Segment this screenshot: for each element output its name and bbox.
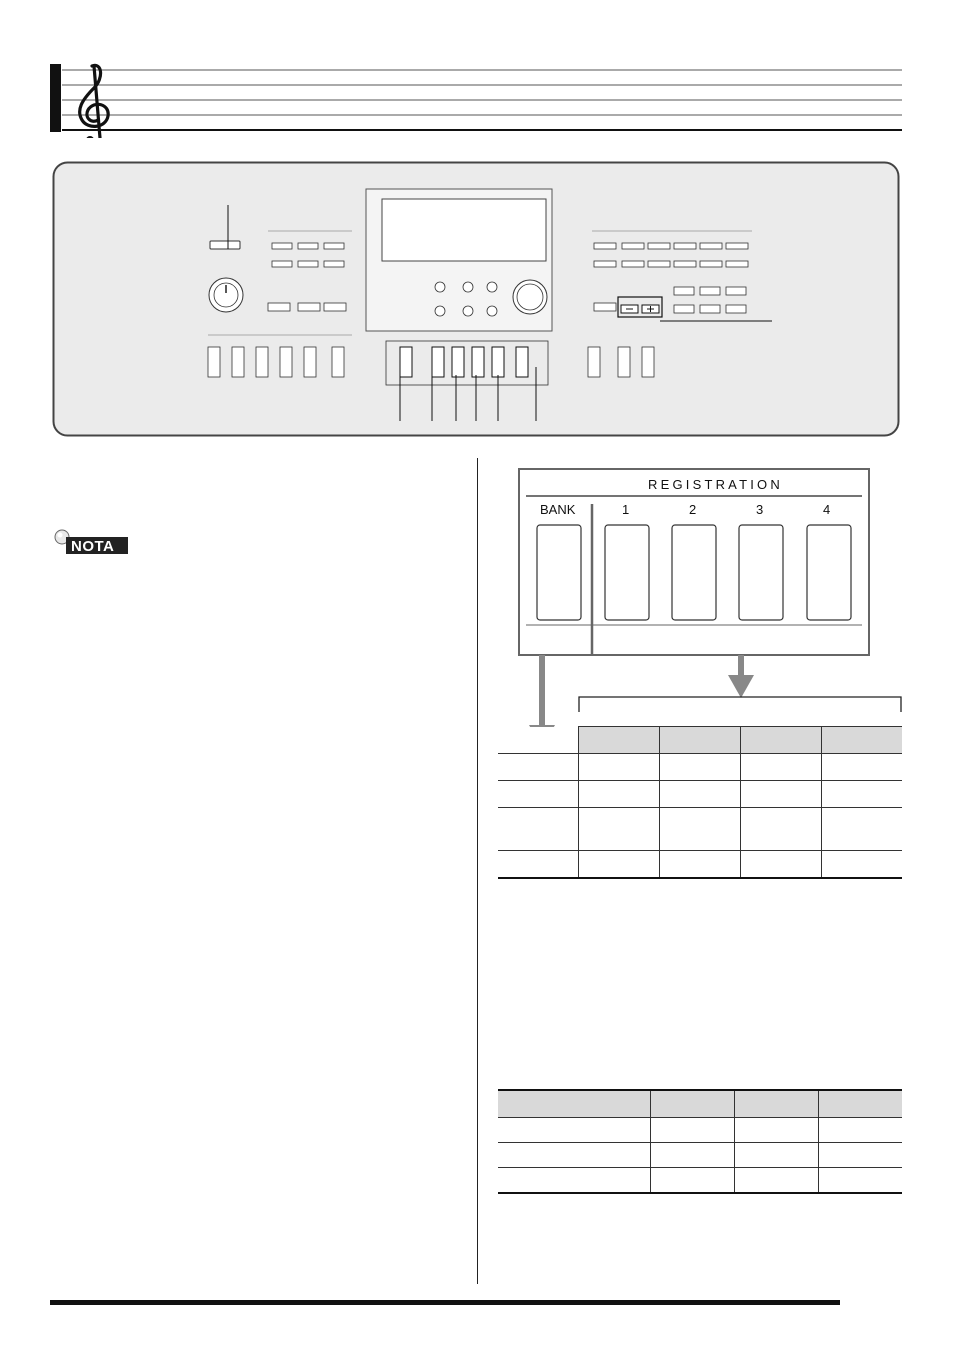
mixer-button[interactable] bbox=[435, 306, 445, 316]
registration-bracket bbox=[578, 695, 902, 713]
registration-diagram bbox=[518, 468, 870, 656]
function-button[interactable] bbox=[594, 303, 616, 311]
card-button[interactable] bbox=[487, 306, 497, 316]
metronome-button[interactable] bbox=[268, 303, 290, 311]
registration-column-4: 4 bbox=[823, 502, 831, 517]
cursor-up-button[interactable] bbox=[700, 287, 720, 295]
volume-knob[interactable] bbox=[209, 278, 243, 312]
synchro-ending-button[interactable] bbox=[280, 347, 292, 377]
rhythm-button-d[interactable] bbox=[272, 261, 292, 267]
rhythm-button-a[interactable] bbox=[272, 243, 292, 249]
panel-reg-4-button[interactable] bbox=[492, 347, 504, 377]
arrow-down-icon bbox=[726, 655, 756, 700]
rhythm-button-f[interactable] bbox=[324, 261, 344, 267]
tempo-down-button[interactable] bbox=[298, 303, 320, 311]
auto-harmonize-button[interactable] bbox=[588, 347, 600, 377]
cursor-down-button[interactable] bbox=[700, 305, 720, 313]
table-header-row bbox=[498, 727, 902, 754]
registration-title: REGISTRATION bbox=[648, 477, 783, 492]
rhythm-button-c[interactable] bbox=[324, 243, 344, 249]
recorder-button[interactable] bbox=[435, 282, 445, 292]
rhythm-editor-button[interactable] bbox=[487, 282, 497, 292]
settings-table bbox=[498, 1089, 902, 1194]
tone-editor-button[interactable] bbox=[463, 306, 473, 316]
tempo-up-button[interactable] bbox=[324, 303, 346, 311]
rhythm-button-e[interactable] bbox=[298, 261, 318, 267]
registration-column-2: 2 bbox=[689, 502, 697, 517]
staff-header bbox=[50, 62, 902, 138]
rhythm-button-b[interactable] bbox=[298, 243, 318, 249]
table-row bbox=[498, 1143, 902, 1168]
nota-label: NOTA bbox=[71, 538, 115, 555]
table-row bbox=[498, 754, 902, 781]
column-divider bbox=[477, 458, 478, 1284]
table-header-row bbox=[498, 1090, 902, 1118]
bank-button[interactable] bbox=[537, 525, 581, 620]
accomp-button[interactable] bbox=[332, 347, 344, 377]
intro-button[interactable] bbox=[208, 347, 220, 377]
split-button[interactable] bbox=[618, 347, 630, 377]
song-bank-button[interactable] bbox=[463, 282, 473, 292]
enter-button[interactable] bbox=[726, 287, 746, 295]
variation-fill-in-button[interactable] bbox=[256, 347, 268, 377]
registration-button-2[interactable] bbox=[672, 525, 716, 620]
table-row bbox=[498, 1118, 902, 1143]
panel-reg-3-button[interactable] bbox=[472, 347, 484, 377]
panel-reg-2-button[interactable] bbox=[452, 347, 464, 377]
registration-button-1[interactable] bbox=[605, 525, 649, 620]
power-button[interactable] bbox=[210, 241, 240, 249]
footer-rule bbox=[50, 1300, 840, 1305]
cursor-right-button[interactable] bbox=[726, 305, 746, 313]
panel-store-button[interactable] bbox=[516, 347, 528, 377]
cursor-left-button[interactable] bbox=[674, 305, 694, 313]
keyboard-panel bbox=[52, 161, 900, 437]
table-row bbox=[498, 1168, 902, 1194]
registration-button-4[interactable] bbox=[807, 525, 851, 620]
start-stop-button[interactable] bbox=[304, 347, 316, 377]
dial[interactable] bbox=[513, 280, 547, 314]
treble-clef-icon bbox=[80, 65, 109, 138]
registration-column-1: 1 bbox=[622, 502, 630, 517]
exit-button[interactable] bbox=[674, 287, 694, 295]
registration-column-3: 3 bbox=[756, 502, 764, 517]
table-row bbox=[498, 851, 902, 879]
table-row bbox=[498, 808, 902, 851]
nota-badge bbox=[52, 527, 132, 557]
bank-registration-table bbox=[498, 726, 902, 879]
panel-bank-button[interactable] bbox=[400, 347, 412, 377]
panel-reg-1-button[interactable] bbox=[432, 347, 444, 377]
layer-button[interactable] bbox=[642, 347, 654, 377]
registration-button-3[interactable] bbox=[739, 525, 783, 620]
table-row bbox=[498, 781, 902, 808]
bank-column-label: BANK bbox=[540, 502, 576, 517]
normal-fill-in-button[interactable] bbox=[232, 347, 244, 377]
header-bar bbox=[50, 64, 61, 132]
